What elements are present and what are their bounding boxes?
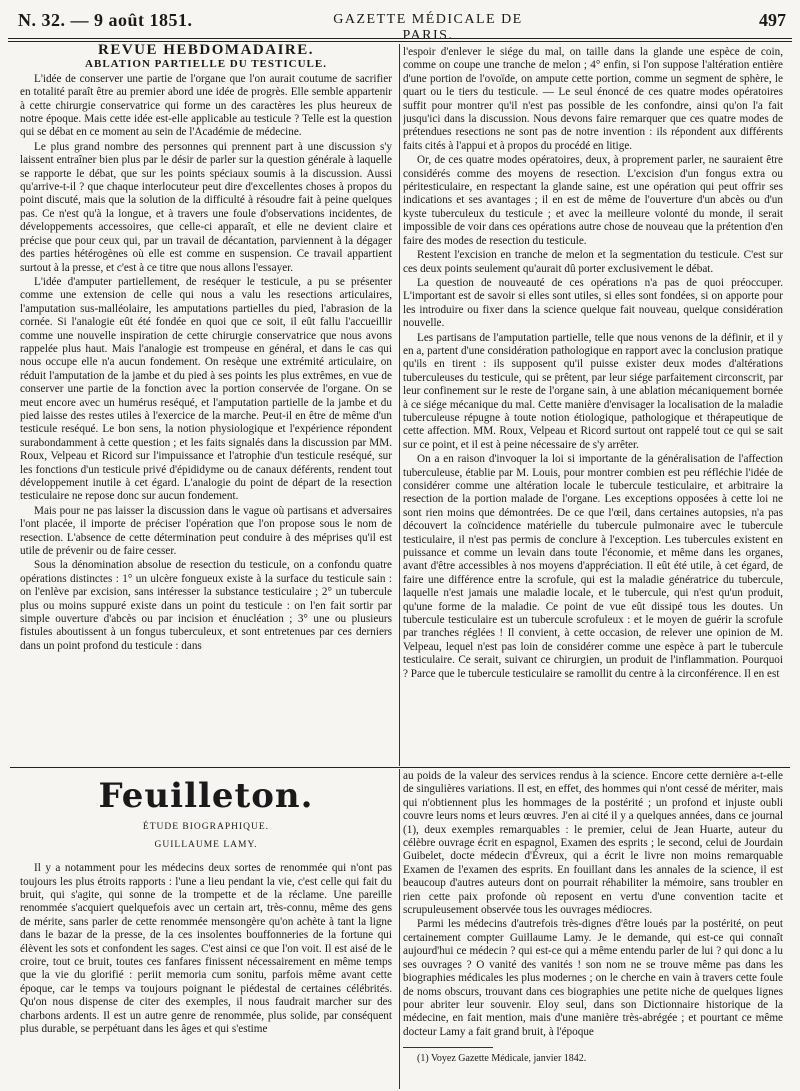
column-divider (399, 44, 400, 766)
revue-left-text (20, 73, 392, 653)
feuilleton-name: GUILLAUME LAMY. (154, 839, 258, 850)
feuilleton-right-column (403, 770, 783, 1086)
feuilleton-separator (10, 767, 790, 768)
revue-left-column (20, 44, 392, 764)
paragraph: On a en raison d'invoquer la loi si importante de la généralisation de l'affection tuberculeuse, établie par M. Louis, pour montrer combien est peu réfléchie l'idée de considérer comme une altération locale le tubercule testiculaire, et arbitraire la resection de la portion malade de l'organe. Les exceptions opposées à cette loi ne sont rien moins que démontrées. De ce que l'œil, dans certaines autopsies, n'a pas découvert la coïncidence matérielle du tubercule pulmonaire avec le tubercule testiculaire, il n'est pas permis de conclure à l'exception. Les tubercules existent en puissance et comme un levain dans toute l'économie, et même dans les organes, avant d'être accessibles à nos moyens d'appréciation. Il eût été utile, à cet égard, de faire une différence entre la scrofule, qui est la maladie génératrice du tubercule, laquelle n'est jamais une maladie locale, et le tubercule, qui n'est qu'un produit, qu'une forme de la maladie. Ce point de vue eût dissipé tous les doutes. Un tubercule testiculaire est un tubercule scrofuleux : et le moyen de guérir la scrofule par tranches réglées ! Il convient, à cette occasion, de relever une opinion de M. Velpeau, lequel n'est pas loin de considérer comme une espèce à part le tubercule testiculaire. Ce serait, suivant ce chirurgien, un produit de l'inflammation. Pourquoi ? Parce que le tubercule testiculaire se ramollit du centre à la circonférence. Il en est (403, 453, 783, 680)
revue-right-text (403, 46, 783, 681)
column-divider (399, 769, 400, 1089)
feuilleton-left-text (20, 862, 392, 1036)
article-title: ABLATION PARTIELLE DU TESTICULE. (85, 58, 327, 71)
feuilleton-subtitle: ÉTUDE BIOGRAPHIQUE. (142, 822, 270, 833)
paragraph: l'espoir d'enlever le siége du mal, on taille dans la glande une espèce de coin, comme on coupe une tranche de melon ; 4° enfin, si l'on suppose l'altération entière d'une portion de l'ovoïde, on ampute cette portion, comme un segment de sphère, le quart ou le tiers du testicule. — Le seul énoncé de ces quatre modes opératoires suffit pour montrer qu'il n'est pas possible de les confondre, ainsi qu'on l'a fait jusqu'ici dans la discussion. Nous devons faire remarquer que ces quatre modes de prétendues resections ne sont pas de notre invention : ils répondent aux différents faits cités à l'appui et à propos du procédé en litige. (403, 46, 783, 152)
page-number: 497 (759, 10, 786, 30)
issue-number: N. 32. — 9 août 1851. (18, 10, 193, 30)
paragraph: au poids de la valeur des services rendus à la science. Encore cette dernière a-t-elle de singulières variations. Il est, en effet, des hommes qui n'ont cessé de mériter, mais qui n'obtiennent plus les hommages de la postérité ; un profond et injuste oubli couvre leurs noms et leurs œuvres. J'en ai cité il y a quelques années, dans ce journal (1), deux exemples remarquables : le premier, celui de Jean Huarte, auteur du célèbre ouvrage écrit en espagnol, Examen des esprits ; le second, celui de Jourdain Guibelet, docte médecin d'Évreux, qui a écrit le livre non moins remarquable Examen de l'examen des esprits. En fouillant dans les annales de la science, il est beaucoup d'autres auteurs dont on pourrait réhabiliter la mémoire, sans troubler en rien cette paix profonde où reposent en vertu d'une convention tacite et scrupuleusement observée tous les ouvrages médiocres. (403, 770, 783, 917)
paragraph: Le plus grand nombre des personnes qui prennent part à une discussion s'y laissent entraîner bien plus par le désir de parler sur la question générale à laquelle se rapporte le débat, que sur les points spéciaux soumis à la discussion. Aussi qu'arrive-t-il ? que chaque interlocuteur peut dire d'excellentes choses à propos du point discuté, mais que la solution de la difficulté à résoudre fait à peine quelques pas. Ce n'est qu'à la longue, et à travers une foule d'observations incidentes, de développements accessoires, que celle-ci apparaît, et elle ne devient claire et précise que pour ceux qui, par un travail de décantation, parviennent à la dégager des parties hétérogènes où elle est comme en suspension. Ce travail appartient surtout à la presse, et c'est à ce titre que nous allons l'essayer. (20, 140, 392, 274)
paragraph: Mais pour ne pas laisser la discussion dans le vague où partisans et adversaires l'ont placée, il importe de préciser l'opération que l'on propose sous le nom de resection. L'absence de cette détermination peut conduire à des méprises qu'il est utile de prévenir ou de faire cesser. (20, 504, 392, 558)
revue-right-column (403, 46, 783, 764)
header-rule (8, 38, 792, 42)
paragraph: Parmi les médecins d'autrefois très-dignes d'être loués par la postérité, on peut certainement compter Guillaume Lamy. Je le demande, qui est-ce qui connaît aujourd'hui ce médecin ? qui est-ce qui a même entendu parler de lui ? qui donc a lu ses ouvrages ? O vanité des vanités ! son nom ne se trouve même pas dans les biographies médicales les plus modernes ; on le cherche en vain à travers cette foule de noms obscurs, trouvant dans ces biographies une petite niche de quelques lignes pour abriter leur souvenir. Eloy seul, dans son Dictionnaire historique de la médecine, en fait mention, mais d'une manière très-abrégée ; et pourtant ce même docteur Lamy a fait grand bruit, à l'époque (403, 918, 783, 1038)
paragraph: Les partisans de l'amputation partielle, telle que nous venons de la définir, et il y en a, partent d'une considération pathologique en rapport avec la conclusion pratique qu'ils en tirent : ils supposent qu'il puisse exister deux modes d'altérations tuberculeuses du testicule, qui se prêtent, par leur siége parfaitement circonscrit, par leur confinement sur le reste de l'organe sain, à une ablation mécaniquement bornée à ce siége mécanique du mal. Cette manière d'envisager la localisation de la maladie tuberculeuse répugne à toute notion étiologique, pathologique et thérapeutique de cette affection. MM. Roux, Velpeau et Ricord surtout ont rappelé tout ce qui se sait sur ce point, et il est à peine nécessaire de s'y arrêter. (403, 331, 783, 451)
section-title: REVUE HEBDOMADAIRE. (97, 44, 314, 58)
paragraph: L'idée d'amputer partiellement, de reséquer le testicule, a pu se présenter comme une extension de celle qui nous a valu les resections articulaires, l'amputation sus-malléolaire, les amputations partielles du pied, l'abrasion de la cornée. Si l'analogie eût été fondée en quoi que ce soit, il eût fallu l'accueillir comme une nouvelle inspiration de cette chirurgie conservatrice que nous avons rappelée plus haut. Mais l'analogie est trompeuse en général, et dans le cas qui nous occupe elle n'a aucun fondement. On resèque une extrémité articulaire, on réduit l'amputation de la jambe et du pied à ses points les plus extrêmes, en vue de conserver une partie de la fonction avec la portion conservée de l'organe. On se meut encore avec un humérus reséqué, et l'amputation partielle de la jambe et du pied laisse des restes utiles à l'exercice de la marche. Peut-il en être de même d'un testicule reséqué. Le bon sens, la notion physiologique et l'expérience répondent surabondamment à cette question ; et les faits signalés dans la discussion par MM. Roux, Velpeau et Ricord sur l'impuissance et l'atrophie d'un testicule reséqué, sur les fonctions d'un testicule privé d'épididyme ou de canaux déférents, rendent tout développement inutile à cet égard. L'analogie du point de départ de la resection testiculaire ne repose donc sur aucun fondement. (20, 275, 392, 503)
paragraph: Or, de ces quatre modes opératoires, deux, à proprement parler, ne sauraient être considérés comme des moyens de resection. L'excision d'un fongus extra ou péritesticulaire, en respectant la glande saine, est une opération qui peut offrir ses indications et ses avantages ; il en est de même de l'ouverture d'un abcès ou d'un kyste tuberculeux du testicule ; et avec la meilleure volonté du monde, il serait impossible de voir dans ces opérations autre chose de nouveau que la prétention d'en faire des modes de resection du testicule. (403, 154, 783, 247)
publication-title: GAZETTE MÉDICALE DE PARIS. (333, 12, 523, 43)
paragraph: L'idée de conserver une partie de l'organe que l'on aurait coutume de sacrifier en totalité paraît être au premier abord une idée de progrès. Elle semble appartenir à cette chirurgie conservatrice qui forme un des caractères les plus heureux de notre époque. Mais cette idée est-elle applicable au testicule ? Telle est la question qui se débat en ce moment au sein de l'Académie de médecine. (20, 72, 392, 139)
feuilleton-title: Feuilleton. (98, 776, 314, 816)
feuilleton-left-column (20, 770, 392, 1086)
paragraph: Restent l'excision en tranche de melon et la segmentation du testicule. C'est sur ces deux points seulement qu'aurait dû porter exclusivement le débat. (403, 249, 783, 275)
page-header (18, 10, 786, 43)
feuilleton-right-text (403, 770, 783, 1039)
footnote: (1) Voyez Gazette Médicale, janvier 1842. (417, 1053, 587, 1065)
footnote-rule (403, 1047, 493, 1048)
paragraph: La question de nouveauté de ces opérations n'a pas de quoi préoccuper. L'important est de savoir si elles sont utiles, si elles sont fondées, si on apporte pour les introduire ou fixer dans la science quelque fait nouveau, quelque considération nouvelle. (403, 276, 783, 330)
paragraph: Il y a notamment pour les médecins deux sortes de renommée qui n'ont pas toujours les plus étroits rapports : l'une a lieu pendant la vie, c'est celle qui fait du bruit, qui s'agite, qui sonne de la trompette et de la réclame. Une pareille renommée s'acquiert quelquefois avec un certain art, très-connu, même des gens de mérite, sans parler de cette renommée mensongère qu'on achète à tant la ligne dans le bazar de la presse, de la ces insolentes bouffonneries de la fortune qui élèvent les sots et confondent les sages. C'est ainsi ce que l'on voit. Il est aisé de le croire, tout ce bruit, toutes ces fanfares finissent nécessairement en même temps que la vie du glorifié : periit memoria cum sonitu, parfois même avant cette époque, car le temps va toujours poignant le piédestal de certaines célébrités. Qu'on nous dispense de citer des exemples, il nous faudrait marcher sur des charbons ardents. Il est un autre genre de renommée, plus solide, par conséquent plus durable, se perpétuant dans les âges et qui s'estime (20, 862, 392, 1036)
paragraph: Sous la dénomination absolue de resection du testicule, on a confondu quatre opérations distinctes : 1° un ulcère fongueux existe à la surface du testicule sain : on l'enlève par excision, sans intéresser la substance testiculaire ; 2° un tubercule plus ou moins suppuré existe dans un point du testicule : on l'en fait sortir par simple ouverture d'abcès ou par incision et énucléation ; 3° une ou plusieurs fistules aboutissent à un fongus tuberculeux, et sont entretenues par ces derniers dans un point profond du testicule : dans (20, 559, 392, 652)
